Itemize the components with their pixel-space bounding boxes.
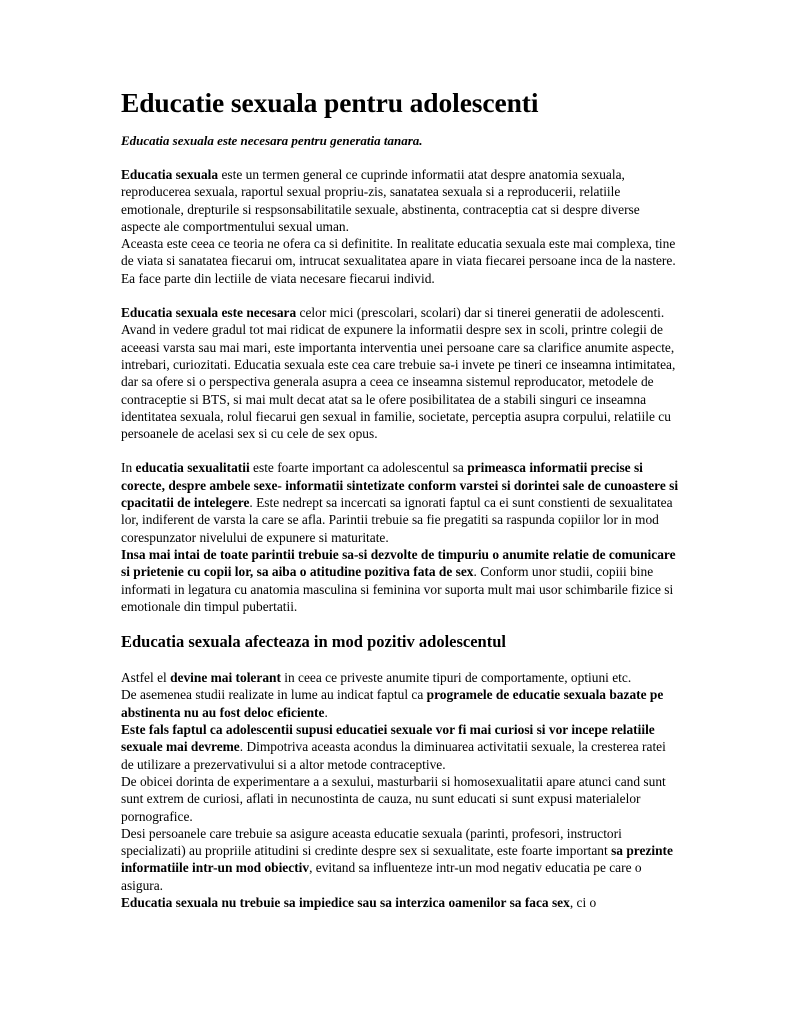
paragraph-objectivity bbox=[121, 825, 681, 894]
paragraph-necessity bbox=[121, 304, 681, 442]
paragraph-text: in ceea ce priveste anumite tipuri de comportamente, optiuni etc. bbox=[280, 670, 632, 686]
paragraph-sexuality-education bbox=[121, 459, 681, 545]
paragraph-text: este un termen general ce cuprinde informatii atat despre anatomia sexuala, reproducerea sexuala, raportul sexual propriu-zis, sanatatea sexuala si a reproducerii, relatiile emotionale, drepturile si respsonsabilitatile sexuale, abstinenta, contraceptia cat si despre diverse aspecte ale comportmentului sexual uman. bbox=[121, 167, 640, 234]
paragraph-studies bbox=[121, 686, 681, 721]
paragraph-parents bbox=[121, 546, 681, 615]
paragraph-text: . Dimpotriva aceasta acondus la diminuarea activitatii sexuale, la cresterea ratei de utilizare a prezervativului si a altor metode contraceptive. bbox=[121, 739, 666, 772]
paragraph-text: De asemenea studii realizate in lume au indicat faptul ca bbox=[121, 687, 427, 703]
paragraph-definition bbox=[121, 166, 681, 235]
paragraph-myth bbox=[121, 721, 681, 773]
bold-text: Insa mai intai de toate parintii trebuie sa-si dezvolte de timpuriu o anumite relatie de comunicare si prietenie cu copii lor, sa aiba o atitudine pozitiva fata de sex bbox=[121, 546, 676, 580]
bold-text: Educatia sexuala nu trebuie sa impiedice sau sa interzica oamenilor sa faca sex bbox=[121, 894, 570, 910]
paragraph-text: , evitand sa influenteze intr-un mod negativ educatia pe care o asigura. bbox=[121, 860, 642, 893]
paragraph-curiosity: De obicei dorinta de experimentare a a sexului, masturbarii si homosexualitatii apare atunci cand sunt sunt extrem de curiosi, aflati in necunostinta de cauza, nu sunt educati si sunt expusi materialelor pornografice. bbox=[121, 773, 666, 824]
bold-text: primeasca informatii precise si corecte, despre ambele sexe- informatii sintetizate conform varstei si dorintei sale de cunoastere si cpacitatii de intelegere bbox=[121, 460, 679, 511]
subtitle: Educatia sexuala este necesara pentru generatia tanara. bbox=[121, 133, 423, 148]
bold-text: devine mai tolerant bbox=[170, 670, 281, 686]
document-body bbox=[121, 86, 681, 911]
paragraph-restriction bbox=[121, 894, 681, 911]
paragraph-text: este foarte important ca adolescentul sa bbox=[249, 460, 468, 476]
paragraph-text: Desi persoanele care trebuie sa asigure aceasta educatie sexuala (parinti, profesori, instructori specializati) au propriile atitudini si credinte despre sex si sexualitate, este foarte important bbox=[121, 825, 622, 859]
bold-text: Educatia sexuala este necesara bbox=[121, 305, 297, 321]
paragraph-text: , ci o bbox=[569, 894, 597, 910]
bold-text: sa prezinte informatiile intr-un mod obiectiv bbox=[121, 843, 673, 876]
paragraph-text: celor mici (prescolari, scolari) dar si tinerei generatii de adolescenti. Avand in vedere gradul tot mai ridicat de expunere la informatii despre sex in scoli, printre colegii de aceeasi varsta sau mai mari, este importanta interventia unei persoane care sa clarifice anumite aspecte, intrebari, curiozitati. Educatia sexuala este cea care trebuie sa-i invete pe tineri ce inseamna intimitatea, dar sa ofere si o perspectiva generala asupra a ceea ce inseamna sistemul reproducator, metodele de contraceptie si BTS, si mai mult decat atat sa le ofere posibilitatea de a stabili singuri ce inseamna identitatea sexuala, rolul fiecarui gen sexual in familie, societate, perceptia asupra corpului, relatiile cu persoanele de acelasi sex si cu cele de sex opus. bbox=[121, 305, 676, 442]
paragraph-tolerance bbox=[121, 669, 681, 686]
paragraph-text: In bbox=[121, 460, 136, 476]
paragraph-text: Astfel el bbox=[121, 670, 171, 686]
bold-text: Este fals faptul ca adolescentii supusi educatiei sexuale vor fi mai curiosi si vor incepe relatiile sexuale mai devreme bbox=[121, 722, 655, 755]
page-title: Educatie sexuala pentru adolescenti bbox=[121, 87, 539, 118]
paragraph-theory: Aceasta este ceea ce teoria ne ofera ca si definitite. In realitate educatia sexuala este mai complexa, tine de viata si sanatatea fiecarui om, intrucat sexualitatea apare in viata fiecarei persoane inca de la nastere. Ea face parte din lectiile de viata necesare fiecarui individ. bbox=[121, 236, 676, 286]
paragraph-text: . Este nedrept sa incercati sa ignorati faptul ca ei sunt constienti de sexualitatea lor, indiferent de varsta la care se afla. Parintii trebuie sa fie pregatiti sa raspunda copiilor lor in mod corespunzator nivelului de expunere si maturitate. bbox=[121, 495, 673, 545]
section-heading: Educatia sexuala afecteaza in mod pozitiv adolescentul bbox=[121, 632, 506, 652]
paragraph-text: . Conform unor studii, copiii bine informati in legatura cu anatomia masculina si feminina vor suporta mult mai usor schimbarile fizice si emotionale din timpul pubertatii. bbox=[121, 564, 674, 614]
paragraph-text: . bbox=[324, 704, 328, 720]
bold-text: educatia sexualitatii bbox=[135, 460, 250, 476]
bold-text: programele de educatie sexuala bazate pe abstinenta nu au fost deloc eficiente bbox=[121, 687, 664, 720]
bold-text: Educatia sexuala bbox=[121, 167, 219, 182]
